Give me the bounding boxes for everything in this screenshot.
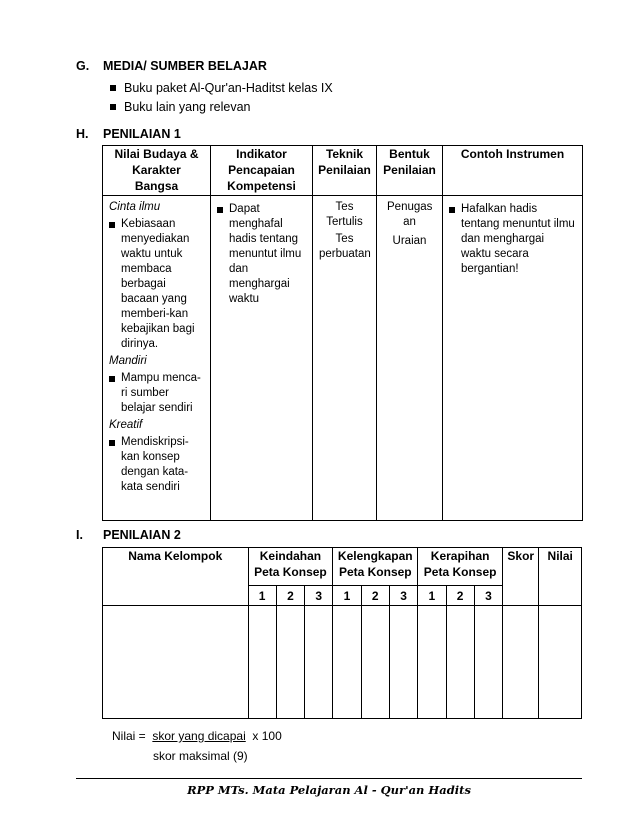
score-number: 1 xyxy=(333,586,361,606)
header-keindahan: Keindahan Peta Konsep xyxy=(248,548,333,586)
page-footer: RPP MTs. Mata Pelajaran Al - Qur'an Hadits xyxy=(187,783,471,797)
value-item-cinta-ilmu: Kebiasaan menyediakan waktu untuk membaca berbagai bacaan yang memberi-kan kebajikan bagi dirinya. xyxy=(109,217,204,352)
empty-cell xyxy=(305,606,333,719)
empty-cell xyxy=(503,606,539,719)
section-g-title: MEDIA/ SUMBER BELAJAR xyxy=(103,59,267,73)
header-teknik: Teknik Penilaian xyxy=(313,146,377,196)
header-nilai: Nilai xyxy=(539,548,582,606)
list-item: Buku lain yang relevan xyxy=(110,98,333,117)
empty-cell xyxy=(446,606,474,719)
empty-cell xyxy=(276,606,304,719)
header-kerapihan: Kerapihan Peta Konsep xyxy=(418,548,503,586)
section-g-heading xyxy=(0,59,638,75)
section-h-heading xyxy=(0,127,638,143)
section-h-letter: H. xyxy=(76,127,89,141)
header-skor: Skor xyxy=(503,548,539,606)
value-item-kreatif: Mendiskripsi-kan konsep dengan kata-kata sendiri xyxy=(109,435,204,495)
formula-label: Nilai = xyxy=(112,729,146,743)
section-i-heading xyxy=(0,528,638,544)
empty-cell xyxy=(333,606,361,719)
penilaian-2-table xyxy=(102,547,582,719)
nilai-formula xyxy=(112,726,282,766)
empty-cell xyxy=(103,606,249,719)
bentuk-item: Uraian xyxy=(392,235,427,247)
header-indikator: Indikator Pencapaian Kompetensi xyxy=(211,146,313,196)
section-i-letter: I. xyxy=(76,528,83,542)
empty-cell xyxy=(474,606,502,719)
footer-divider xyxy=(76,778,582,779)
teknik-item: Tes perbuatan xyxy=(319,233,371,260)
value-label-mandiri: Mandiri xyxy=(109,355,147,367)
bentuk-item: Penugas an xyxy=(387,201,433,228)
teknik-cell xyxy=(313,196,377,521)
section-g-letter: G. xyxy=(76,59,90,73)
value-label-cinta-ilmu: Cinta ilmu xyxy=(109,201,161,213)
header-contoh: Contoh Instrumen xyxy=(443,146,583,196)
empty-cell xyxy=(361,606,389,719)
score-number: 1 xyxy=(418,586,446,606)
nilai-budaya-cell xyxy=(103,196,211,521)
score-number: 2 xyxy=(276,586,304,606)
section-i-title: PENILAIAN 2 xyxy=(103,528,181,542)
header-nilai-budaya: Nilai Budaya & Karakter Bangsa xyxy=(103,146,211,196)
teknik-item: Tes Tertulis xyxy=(326,201,363,228)
formula-numerator: skor yang dicapai xyxy=(152,729,246,743)
score-number: 2 xyxy=(361,586,389,606)
empty-cell xyxy=(539,606,582,719)
score-number: 3 xyxy=(305,586,333,606)
section-h-title: PENILAIAN 1 xyxy=(103,127,181,141)
formula-denominator: skor maksimal (9) xyxy=(153,749,248,763)
contoh-cell xyxy=(443,196,583,521)
empty-cell xyxy=(389,606,417,719)
list-item: Buku paket Al-Qur'an-Haditst kelas IX xyxy=(110,79,333,98)
header-bentuk: Bentuk Penilaian xyxy=(377,146,443,196)
bentuk-cell xyxy=(377,196,443,521)
indikator-cell xyxy=(211,196,313,521)
header-nama-kelompok: Nama Kelompok xyxy=(103,548,249,606)
contoh-item: Hafalkan hadis tentang menuntut ilmu dan menghargai waktu secara bergantian! xyxy=(449,202,576,277)
formula-multiplier: x 100 xyxy=(252,729,282,743)
empty-cell xyxy=(248,606,276,719)
penilaian-1-table xyxy=(102,145,583,521)
header-kelengkapan: Kelengkapan Peta Konsep xyxy=(333,548,418,586)
score-number: 2 xyxy=(446,586,474,606)
value-label-kreatif: Kreatif xyxy=(109,419,143,431)
indikator-item: Dapat menghafal hadis tentang menuntut ilmu dan menghargai waktu xyxy=(217,202,306,307)
score-number: 3 xyxy=(474,586,502,606)
value-item-mandiri: Mampu menca-ri sumber belajar sendiri xyxy=(109,371,204,416)
score-number: 1 xyxy=(248,586,276,606)
empty-cell xyxy=(418,606,446,719)
score-number: 3 xyxy=(389,586,417,606)
section-g-list xyxy=(110,79,333,117)
